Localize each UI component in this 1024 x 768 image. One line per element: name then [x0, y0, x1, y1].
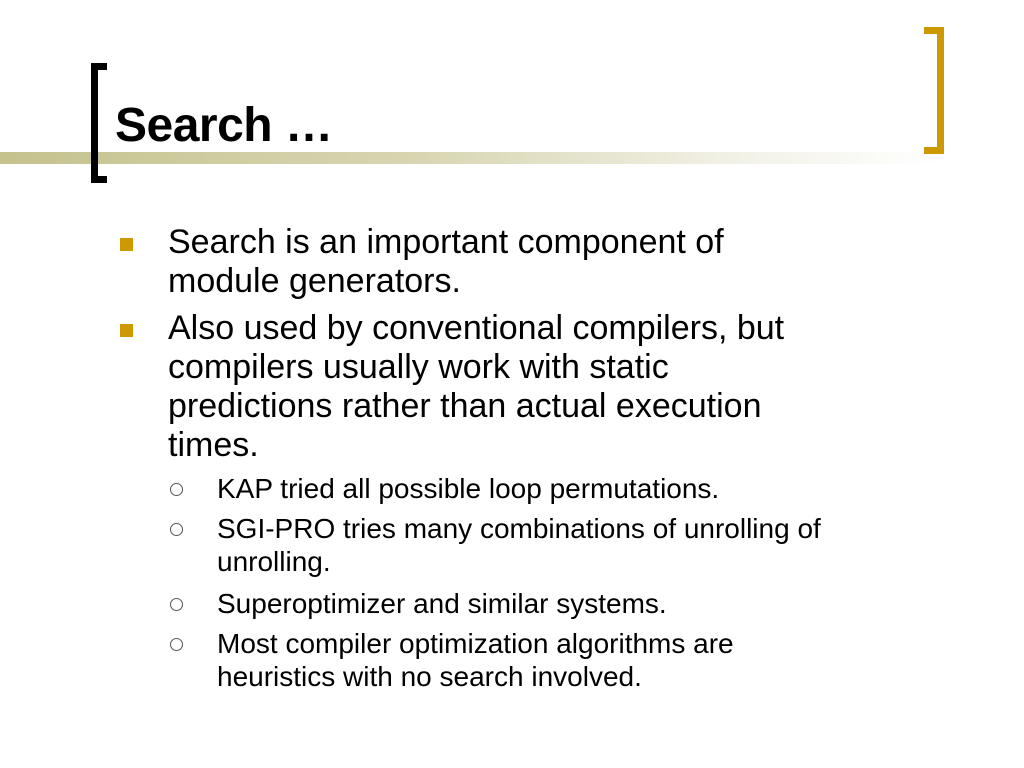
square-bullet-icon [120, 324, 133, 337]
hollow-circle-bullet-icon [170, 483, 183, 496]
bullet-line: compilers usually work with static [168, 348, 669, 386]
bullet-line: Also used by conventional compilers, but [168, 309, 785, 347]
bullet-line: Search is an important component of [168, 223, 724, 261]
bullet-line: predictions rather than actual execution [168, 387, 762, 425]
sub-bullet-line: unrolling. [217, 546, 331, 577]
sub-bullet-line: Most compiler optimization algorithms are [217, 628, 734, 659]
left-bracket-decoration [91, 63, 107, 183]
sub-bullet-item [217, 472, 1017, 505]
bullet-item [168, 223, 968, 301]
hollow-circle-bullet-icon [170, 598, 183, 611]
sub-bullet-line: heuristics with no search involved. [217, 661, 642, 692]
sub-bullet-item [217, 512, 1017, 578]
bullet-item [168, 309, 968, 465]
square-bullet-icon [120, 238, 133, 251]
bullet-line: module generators. [168, 262, 461, 300]
slide-title: Search … [115, 99, 333, 152]
sub-bullet-item [217, 627, 1017, 693]
sub-bullet-item [217, 587, 1017, 620]
right-bracket-decoration [924, 27, 944, 154]
bullet-line: times. [168, 426, 259, 464]
sub-bullet-line: Superoptimizer and similar systems. [217, 588, 667, 619]
hollow-circle-bullet-icon [170, 638, 183, 651]
title-underline-band [0, 152, 940, 164]
sub-bullet-line: KAP tried all possible loop permutations. [217, 473, 720, 504]
hollow-circle-bullet-icon [170, 523, 183, 536]
sub-bullet-line: SGI-PRO tries many combinations of unrolling of [217, 513, 821, 544]
